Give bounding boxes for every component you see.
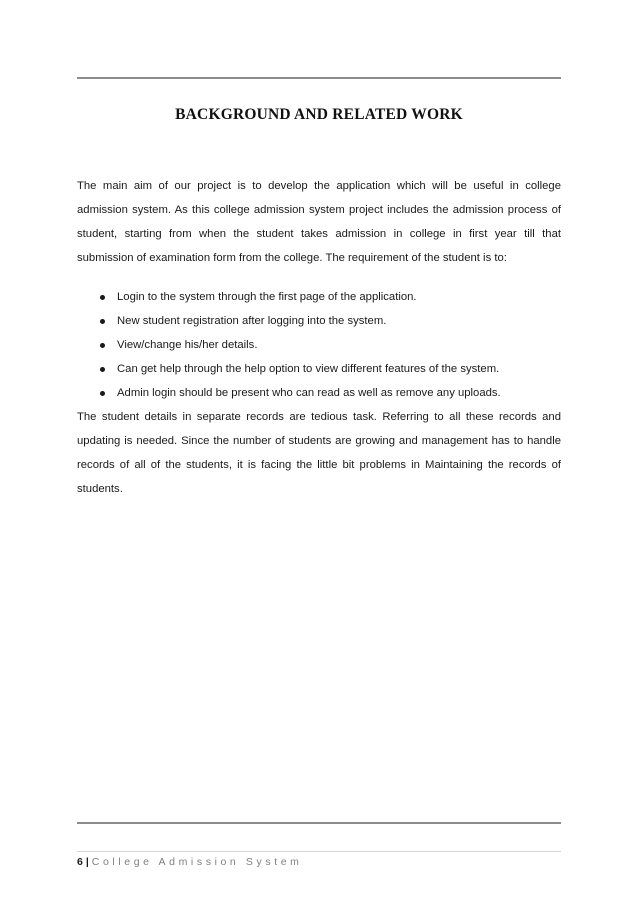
page-number: 6 (77, 856, 83, 868)
list-item (77, 381, 561, 405)
section-heading: BACKGROUND AND RELATED WORK (175, 106, 463, 123)
page-footer (77, 854, 303, 870)
list-item-text: Login to the system through the first page of the application. (117, 291, 417, 303)
list-item (77, 357, 561, 381)
list-item-text: View/change his/her details. (117, 339, 258, 351)
list-item (77, 333, 561, 357)
list-item-text: New student registration after logging into the system. (117, 315, 387, 327)
footer-divider (77, 851, 561, 852)
bullet-icon (100, 319, 105, 324)
bullet-icon (100, 295, 105, 300)
list-item (77, 285, 561, 309)
header-rule (77, 77, 561, 79)
requirements-list (77, 285, 561, 405)
footer-rule (77, 822, 561, 824)
bullet-icon (100, 343, 105, 348)
closing-paragraph: The student details in separate records are tedious task. Referring to all these records and updating is needed. Since the number of students are growing and management has to handle records of all of the students, it is facing the little bit problems in Maintaining the records of students. (77, 411, 561, 495)
intro-paragraph: The main aim of our project is to develop the application which will be useful in college admission system. As this college admission system project includes the admission process of student, starting from when the student takes admission in college in first year till that submission of examination form from the college. The requirement of the student is to: (77, 180, 561, 264)
footer-title: College Admission System (91, 856, 303, 868)
list-item-text: Can get help through the help option to view different features of the system. (117, 363, 500, 375)
footer-separator: | (85, 856, 89, 868)
bullet-icon (100, 391, 105, 396)
list-item-text: Admin login should be present who can read as well as remove any uploads. (117, 387, 501, 399)
list-item (77, 309, 561, 333)
bullet-icon (100, 367, 105, 372)
